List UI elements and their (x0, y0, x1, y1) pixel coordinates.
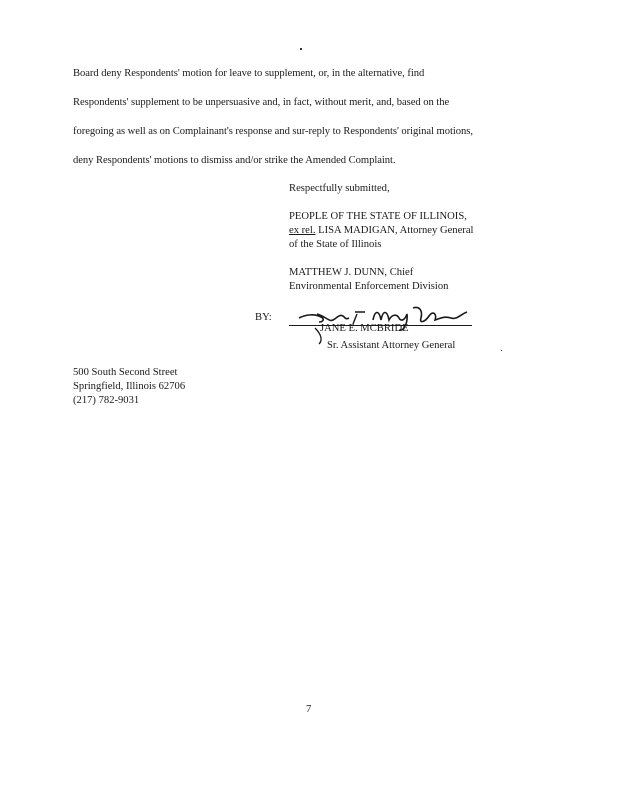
by-label: BY: (255, 312, 272, 323)
ex-rel: ex rel. (289, 225, 316, 236)
party-line-2 (289, 225, 473, 236)
address-city: Springfield, Illinois 62706 (73, 381, 186, 392)
body-line-3: foregoing as well as on Complainant's response and sur-reply to Respondents' original motions, (73, 126, 473, 137)
closing: Respectfully submitted, (289, 183, 390, 194)
body-line-4: deny Respondents' motions to dismiss and/or strike the Amended Complaint. (73, 155, 396, 166)
page-number: 7 (306, 704, 312, 715)
signer-title: Sr. Assistant Attorney General (327, 340, 456, 351)
division-line-2: Environmental Enforcement Division (289, 281, 449, 292)
body-line-1: Board deny Respondents' motion for leave to supplement, or, in the alternative, find (73, 68, 425, 79)
signer-name: JANE E. MCBRIDE (320, 323, 409, 334)
scan-speck (501, 350, 502, 351)
party-line-1: PEOPLE OF THE STATE OF ILLINOIS, (289, 211, 467, 222)
party-line-3: of the State of Illinois (289, 239, 382, 250)
address-street: 500 South Second Street (73, 367, 178, 378)
address-phone: (217) 782-9031 (73, 395, 140, 406)
division-line-1: MATTHEW J. DUNN, Chief (289, 267, 414, 278)
body-line-2: Respondents' supplement to be unpersuasive and, in fact, without merit, and, based on the (73, 97, 450, 108)
scan-speck (300, 48, 302, 50)
party-line-2-rest: LISA MADIGAN, Attorney General (315, 225, 474, 236)
